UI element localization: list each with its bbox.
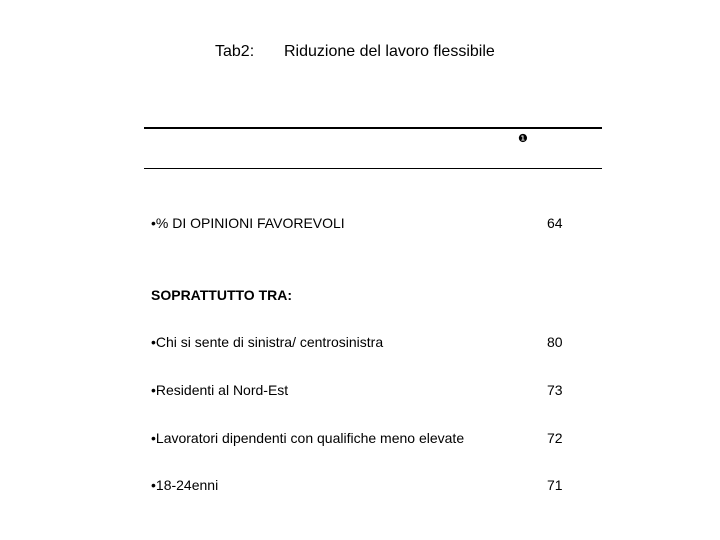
top-rule (144, 127, 602, 129)
table-row (151, 477, 218, 493)
table-title-label: Tab2: (215, 43, 255, 60)
row-label: 18-24enni (155, 477, 219, 493)
row-value: 64 (547, 215, 563, 231)
column-header-icon: ❶ (518, 133, 528, 145)
row-value: 80 (547, 334, 563, 350)
row-value: 72 (547, 430, 563, 446)
table-row (151, 430, 464, 446)
row-value: 73 (547, 382, 563, 398)
bullet-icon: • (151, 334, 156, 350)
header-rule (144, 168, 602, 169)
table-title: Riduzione del lavoro flessibile (284, 43, 495, 60)
row-label: % DI OPINIONI FAVOREVOLI (155, 215, 345, 231)
bullet-icon: • (151, 430, 156, 446)
section-heading: SOPRATTUTTO TRA: (151, 287, 293, 303)
bullet-icon: • (151, 215, 156, 231)
row-value: 71 (547, 477, 563, 493)
table-row (151, 334, 383, 350)
row-label: Residenti al Nord-Est (155, 382, 289, 398)
bullet-icon: • (151, 382, 156, 398)
bullet-icon: • (151, 477, 156, 493)
row-label: Chi si sente di sinistra/ centrosinistra (155, 334, 384, 350)
table-row (151, 382, 288, 398)
row-label: Lavoratori dipendenti con qualifiche meno elevate (155, 430, 465, 446)
table-row (151, 215, 345, 231)
